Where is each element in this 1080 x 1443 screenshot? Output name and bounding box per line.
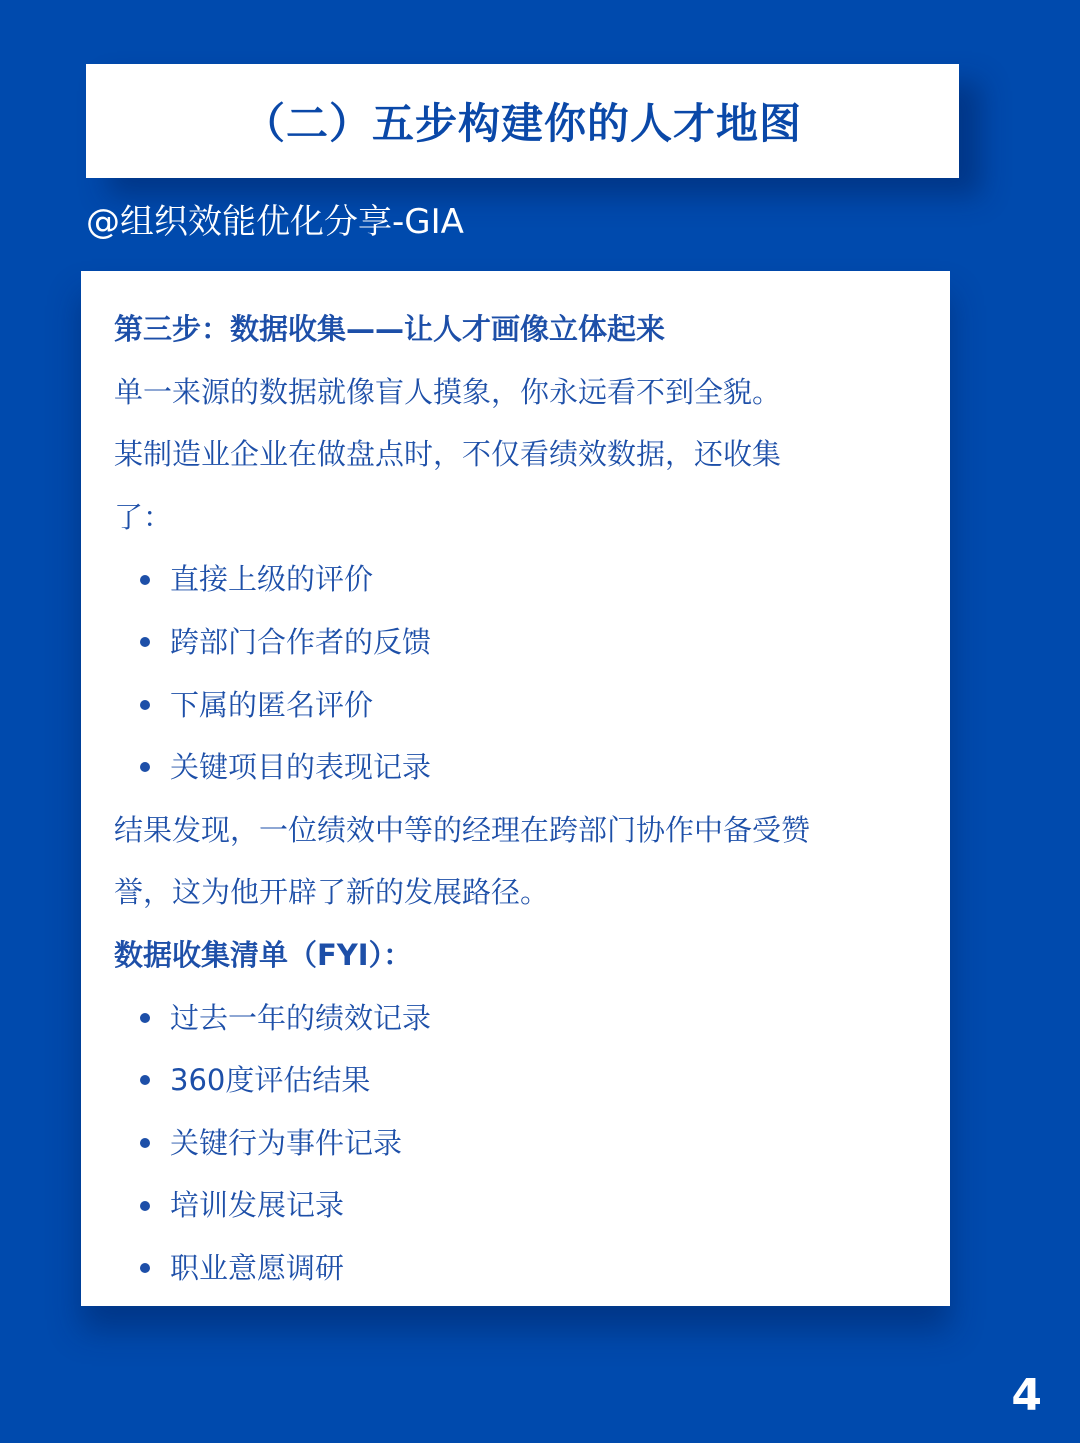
list-item (114, 1049, 924, 1112)
list-item (114, 674, 924, 737)
bullet-icon (140, 762, 150, 772)
list-item-text: 培训发展记录 (170, 1188, 345, 1223)
paragraph-3-line-1: 结果发现，一位绩效中等的经理在跨部门协作中备受赞 (114, 812, 811, 847)
bullet-icon (140, 1075, 150, 1085)
list-item-text: 360度评估结果 (170, 1063, 371, 1098)
paragraph-1: 单一来源的数据就像盲人摸象，你永远看不到全貌。 (114, 374, 782, 409)
list-item (114, 1112, 924, 1175)
list-item (114, 1237, 924, 1300)
list-item (114, 611, 924, 674)
list-item (114, 736, 924, 799)
list-item-text: 跨部门合作者的反馈 (170, 624, 432, 659)
checklist-heading: 数据收集清单（FYI）： (114, 937, 413, 972)
page-title: （二）五步构建你的人才地图 (242, 99, 802, 148)
bullet-icon (140, 637, 150, 647)
bullet-icon (140, 1263, 150, 1273)
page-number: 4 (1011, 1370, 1042, 1421)
bullet-icon (140, 1138, 150, 1148)
list-item-text: 直接上级的评价 (170, 562, 374, 597)
paragraph-3-line-2: 誉，这为他开辟了新的发展路径。 (114, 875, 550, 910)
bullet-icon (140, 1201, 150, 1211)
list-item-text: 过去一年的绩效记录 (170, 1000, 432, 1035)
bullet-icon (140, 700, 150, 710)
paragraph-2-line-1: 某制造业企业在做盘点时，不仅看绩效数据，还收集 (114, 437, 782, 472)
content-body (114, 298, 924, 1300)
list-item-text: 关键项目的表现记录 (170, 750, 432, 785)
title-card (86, 64, 959, 178)
paragraph-2-line-2: 了： (114, 499, 173, 534)
list-item (114, 548, 924, 611)
author-handle: @组织效能优化分享-GIA (86, 202, 464, 242)
list-item (114, 987, 924, 1050)
list-item-text: 关键行为事件记录 (170, 1125, 403, 1160)
list-item-text: 职业意愿调研 (170, 1250, 345, 1285)
list-item-text: 下属的匿名评价 (170, 687, 374, 722)
step-heading: 第三步：数据收集——让人才画像立体起来 (114, 312, 666, 346)
bullet-icon (140, 575, 150, 585)
list-item (114, 1174, 924, 1237)
bullet-icon (140, 1013, 150, 1023)
